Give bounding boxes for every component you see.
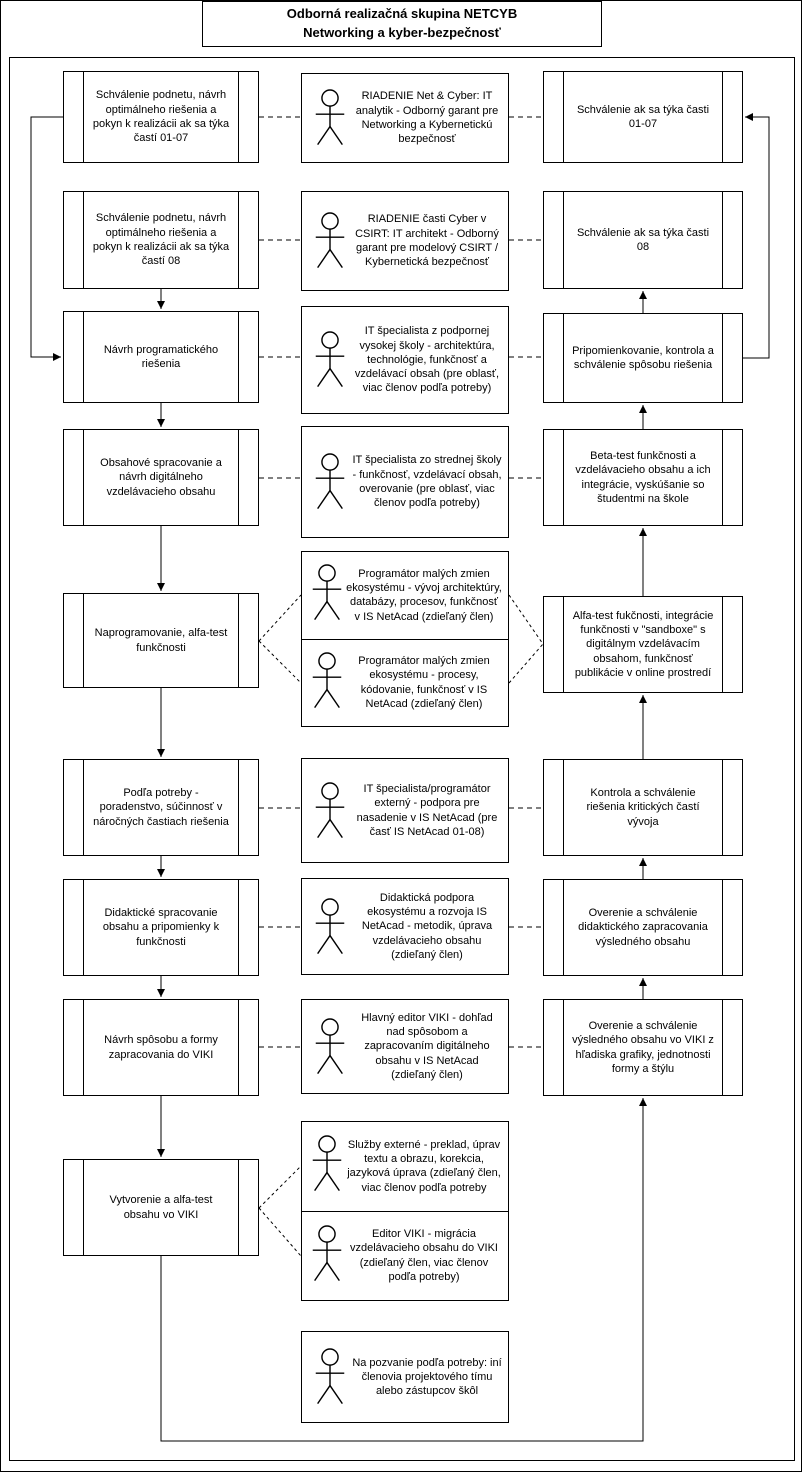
approval-box-schvalenie-01-07: Schválenie ak sa týka časti 01-07 (543, 71, 743, 163)
actor-box-programator-vyvoj: Programátor malých zmien ekosystému - vývoj architektúry, databázy, procesov, funkčnosť v IS NetAcad (zdieľaný člen) (302, 552, 508, 639)
process-box-schvalenie-casti-01-07: Schválenie podnetu, návrh optimálneho riešenia a pokyn k realizácii ak sa týka častí 01-07 (63, 71, 259, 163)
title-line-2: Networking a kyber-bezpečnosť (303, 25, 501, 40)
dash-m5a-r5 (509, 595, 543, 644)
approval-box-pripomienkovanie: Pripomienkovanie, kontrola a schválenie spôsobu riešenia (543, 313, 743, 403)
dash-l9-m9b (259, 1208, 301, 1256)
actor-icon (308, 563, 346, 627)
actor-box-hlavny-editor-viki: Hlavný editor VIKI - dohľad nad spôsobom a zapracovaním digitálneho obsahu v IS NetAcad (zdieľaný člen) (301, 999, 509, 1094)
actor-icon (308, 1134, 346, 1198)
actor-icon (308, 781, 352, 841)
actor-box-programatori (301, 551, 509, 727)
actor-icon (308, 1224, 346, 1288)
actor-box-riadenie-cyber-csirt: RIADENIE časti Cyber v CSIRT: IT architekt - Odborný garant pre modelový CSIRT / Kybernetická bezpečnosť (301, 191, 509, 291)
actor-box-riadenie-net-cyber: RIADENIE Net & Cyber: IT analytik - Odborný garant pre Networking a Kybernetickú bezpečnosť (301, 73, 509, 163)
actor-box-it-specialista-externy: IT špecialista/programátor externý - podpora pre nasadenie v IS NetAcad (pre časť IS NetAcad 01-08) (301, 758, 509, 863)
approval-box-beta-test: Beta-test funkčnosti a vzdelávacieho obsahu a ich integrácie, vyskúšanie so študentmi na škole (543, 429, 743, 526)
actor-box-na-pozvanie: Na pozvanie podľa potreby: iní členovia projektového tímu alebo zástupcov škôl (301, 1331, 509, 1423)
dash-l5-m5b (259, 641, 301, 683)
approval-box-kontrola-kritickych-casti: Kontrola a schválenie riešenia kritických častí vývoja (543, 759, 743, 856)
dash-l9-m9a (259, 1166, 301, 1208)
arrow-l1-bypass-l3 (31, 117, 63, 357)
actor-box-sluzby-externe: Služby externé - preklad, úprav textu a obrazu, korekcia, jazyková úprava (zdieľaný člen, viac členov podľa potreby (302, 1122, 508, 1211)
process-box-navrh-zapracovania-viki: Návrh spôsobu a formy zapracovania do VIKI (63, 999, 259, 1096)
actor-box-didakticka-podpora: Didaktická podpora ekosystému a rozvoja IS NetAcad - metodik, úprava vzdelávacieho obsahu (zdieľaný člen) (301, 878, 509, 975)
actor-icon (308, 88, 352, 148)
approval-box-overenie-didaktickeho: Overenie a schválenie didaktického zapracovania výsledného obsahu (543, 879, 743, 976)
process-box-obsahove-spracovanie: Obsahové spracovanie a návrh digitálneho vzdelávacieho obsahu (63, 429, 259, 526)
actor-box-programator-procesy: Programátor malých zmien ekosystému - procesy, kódovanie, funkčnosť v IS NetAcad (zdieľaný člen) (302, 639, 508, 727)
process-box-vytvorenie-alfa-test-viki: Vytvorenie a alfa-test obsahu vo VIKI (63, 1159, 259, 1256)
approval-box-schvalenie-08: Schválenie ak sa týka časti 08 (543, 191, 743, 289)
dash-l5-m5a (259, 595, 301, 641)
actor-box-it-specialista-vysoka-skola: IT špecialista z podpornej vysokej školy - architektúra, technológie, funkčnosť a vzdelávací obsah (pre oblasť, viac členov podľa potreby) (301, 306, 509, 414)
arrow-r3-bypass-r1 (743, 117, 769, 358)
actor-icon (308, 452, 352, 512)
process-box-navrh-programatickeho-riesenia: Návrh programatického riešenia (63, 311, 259, 403)
process-box-schvalenie-casti-08: Schválenie podnetu, návrh optimálneho riešenia a pokyn k realizácii ak sa týka častí 08 (63, 191, 259, 289)
actor-icon (308, 897, 352, 957)
dash-m5b-r5 (509, 644, 543, 683)
title-line-1: Odborná realizačná skupina NETCYB (286, 6, 518, 22)
approval-box-overenie-viki: Overenie a schválenie výsledného obsahu vo VIKI z hľadiska grafiky, jednotnosti formy a štýlu (543, 999, 743, 1096)
process-box-naprogramovanie: Naprogramovanie, alfa-test funkčnosti (63, 593, 259, 688)
actor-box-editor-viki: Editor VIKI - migrácia vzdelávacieho obsahu do VIKI (zdieľaný člen, viac členov podľa potreby) (302, 1211, 508, 1301)
process-box-didakticke-spracovanie: Didaktické spracovanie obsahu a pripomienky k funkčnosti (63, 879, 259, 976)
actor-box-sluzby-a-editor-viki (301, 1121, 509, 1301)
actor-icon (308, 330, 352, 390)
approval-box-alfa-test: Alfa-test fukčnosti, integrácie funkčnosti v "sandboxe" s digitálnym vzdelávacím obsahom, funkčnosť publikácie v online prostredí (543, 596, 743, 693)
actor-box-it-specialista-stredna-skola: IT špecialista zo strednej školy - funkčnosť, vzdelávací obsah, overovanie (pre oblasť, viac členov podľa potreby) (301, 426, 509, 538)
actor-icon (308, 1347, 352, 1407)
actor-icon (308, 211, 352, 271)
actor-icon (308, 651, 346, 715)
actor-icon (308, 1017, 352, 1077)
process-box-podla-potreby-poradenstvo: Podľa potreby - poradenstvo, súčinnosť v náročných častiach riešenia (63, 759, 259, 856)
